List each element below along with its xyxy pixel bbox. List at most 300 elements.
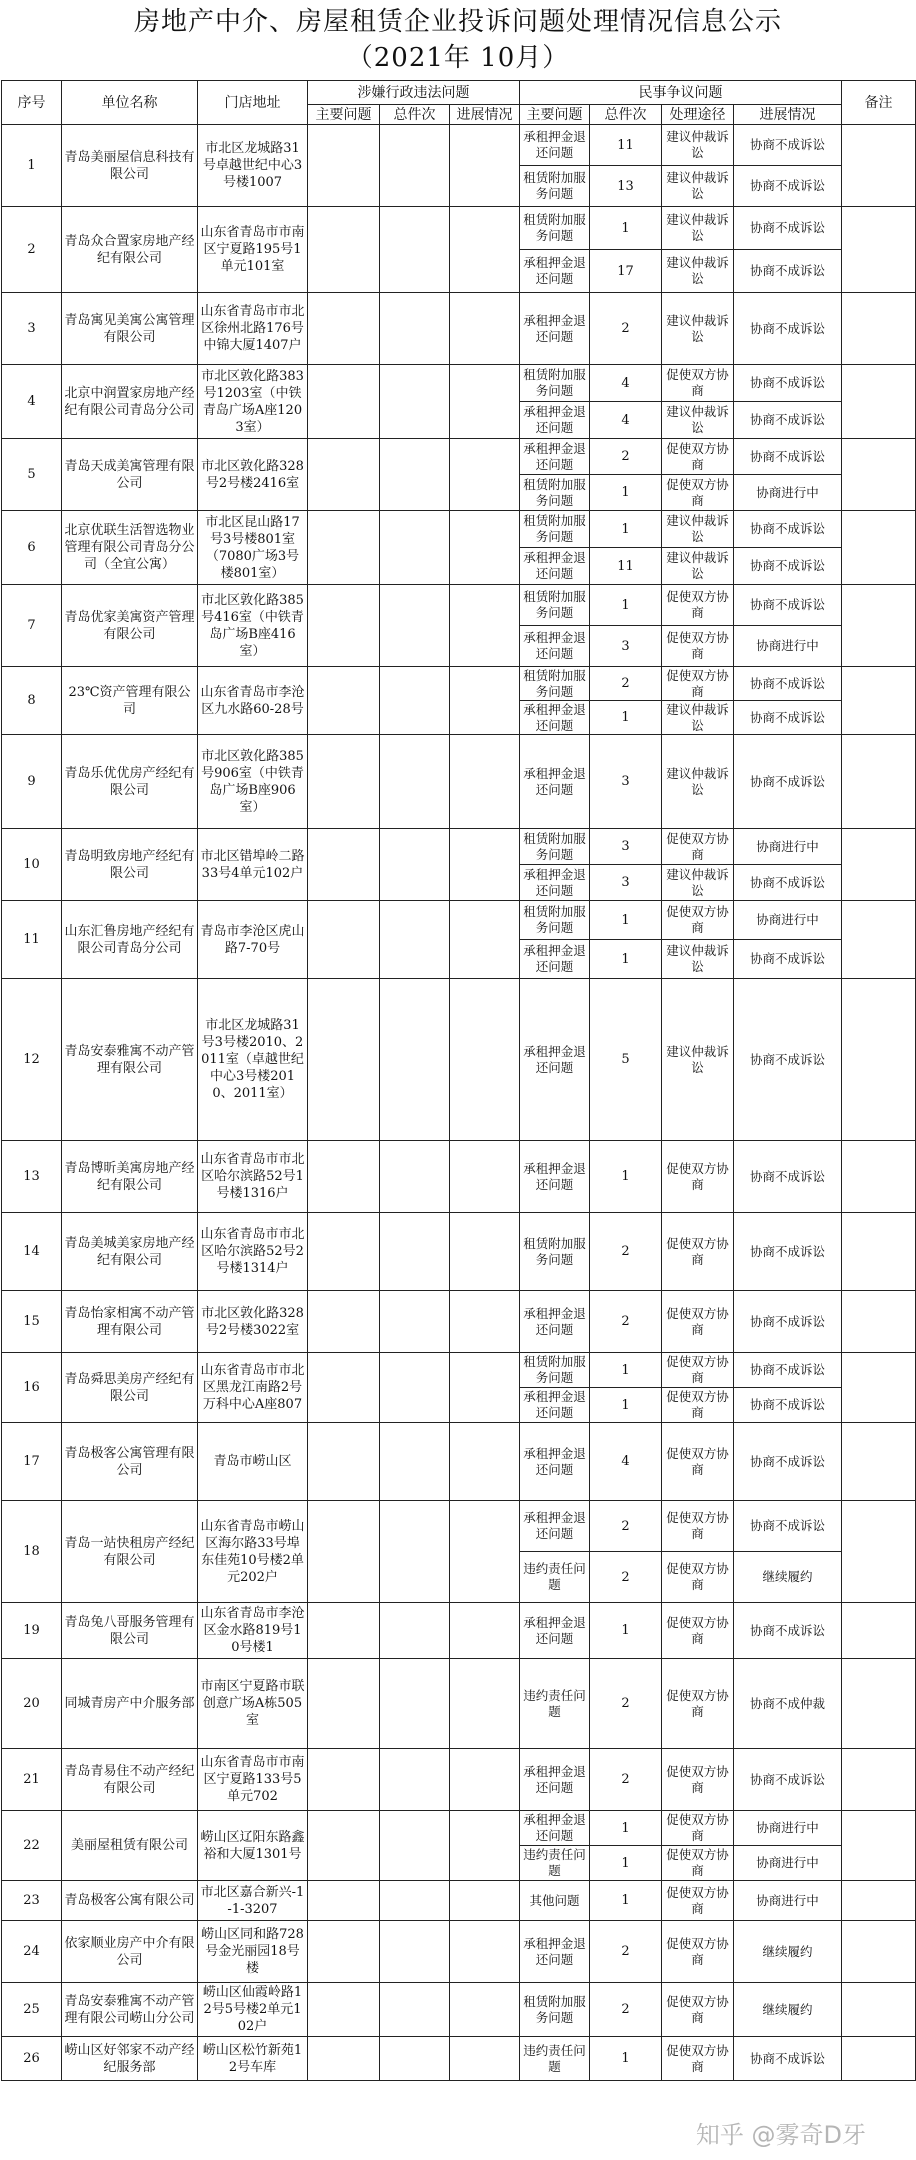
cell-civil-progress: 协商不成诉讼 xyxy=(734,439,842,475)
cell-civil-total: 1 xyxy=(590,1603,662,1659)
cell-admin-progress xyxy=(450,1423,520,1501)
cell-admin-total xyxy=(380,1501,450,1603)
cell-admin-total xyxy=(380,829,450,901)
cell-admin-main-issue xyxy=(308,2037,380,2081)
cell-civil-main-issue: 承租押金退还问题 xyxy=(520,865,590,901)
cell-civil-route: 促使双方协商 xyxy=(662,1921,734,1983)
cell-admin-progress xyxy=(450,901,520,979)
cell-admin-progress xyxy=(450,829,520,901)
cell-seq: 3 xyxy=(2,293,62,365)
cell-admin-progress xyxy=(450,207,520,293)
cell-seq: 25 xyxy=(2,1983,62,2037)
cell-civil-progress: 协商进行中 xyxy=(734,1881,842,1921)
cell-seq: 11 xyxy=(2,901,62,979)
cell-civil-progress: 协商不成诉讼 xyxy=(734,865,842,901)
table-row xyxy=(2,1983,916,2037)
cell-store-address: 山东省青岛市市北区黑龙江南路2号万科中心A座807 xyxy=(198,1353,308,1423)
header-unit: 单位名称 xyxy=(62,81,198,125)
cell-civil-progress: 协商进行中 xyxy=(734,901,842,940)
cell-seq: 17 xyxy=(2,1423,62,1501)
cell-remark xyxy=(842,1659,916,1749)
table-row xyxy=(2,585,916,626)
cell-admin-total xyxy=(380,1921,450,1983)
cell-seq: 6 xyxy=(2,511,62,585)
table-row xyxy=(2,979,916,1141)
cell-unit-name: 山东汇鲁房地产经纪有限公司青岛分公司 xyxy=(62,901,198,979)
cell-seq: 16 xyxy=(2,1353,62,1423)
cell-admin-main-issue xyxy=(308,979,380,1141)
cell-civil-total: 1 xyxy=(590,1388,662,1423)
cell-unit-name: 青岛优家美寓资产管理有限公司 xyxy=(62,585,198,667)
cell-civil-route: 促使双方协商 xyxy=(662,1141,734,1213)
cell-civil-main-issue: 承租押金退还问题 xyxy=(520,735,590,829)
cell-remark xyxy=(842,1983,916,2037)
cell-unit-name: 美丽屋租赁有限公司 xyxy=(62,1811,198,1881)
cell-remark xyxy=(842,293,916,365)
header-admin-group: 涉嫌行政违法问题 xyxy=(308,81,520,105)
cell-civil-progress: 继续履约 xyxy=(734,1921,842,1983)
cell-seq: 7 xyxy=(2,585,62,667)
cell-civil-progress: 继续履约 xyxy=(734,1983,842,2037)
cell-admin-total xyxy=(380,1291,450,1353)
header-admin-total: 总件次 xyxy=(380,105,450,125)
cell-civil-main-issue: 承租押金退还问题 xyxy=(520,125,590,166)
cell-unit-name: 青岛极客公寓管理有限公司 xyxy=(62,1423,198,1501)
header-civil-progress: 进展情况 xyxy=(734,105,842,125)
cell-remark xyxy=(842,207,916,293)
cell-civil-route: 促使双方协商 xyxy=(662,1353,734,1388)
cell-admin-total xyxy=(380,901,450,979)
cell-admin-total xyxy=(380,735,450,829)
cell-unit-name: 青岛极客公寓有限公司 xyxy=(62,1881,198,1921)
cell-store-address: 崂山区辽阳东路鑫裕和大厦1301号 xyxy=(198,1811,308,1881)
document-title xyxy=(0,0,916,80)
cell-unit-name: 崂山区好邻家不动产经纪服务部 xyxy=(62,2037,198,2081)
cell-civil-main-issue: 承租押金退还问题 xyxy=(520,439,590,475)
cell-admin-total xyxy=(380,1213,450,1291)
cell-store-address: 市北区龙城路31号3号楼2010、2011室（卓越世纪中心3号楼2010、2011室） xyxy=(198,979,308,1141)
cell-civil-main-issue: 承租押金退还问题 xyxy=(520,1423,590,1501)
cell-civil-main-issue: 承租押金退还问题 xyxy=(520,1501,590,1552)
cell-unit-name: 青岛一站快租房产经纪有限公司 xyxy=(62,1501,198,1603)
cell-civil-main-issue: 承租押金退还问题 xyxy=(520,1811,590,1846)
table-row xyxy=(2,735,916,829)
cell-civil-progress: 协商不成诉讼 xyxy=(734,1388,842,1423)
cell-civil-main-issue: 承租押金退还问题 xyxy=(520,701,590,735)
cell-civil-total: 1 xyxy=(590,1141,662,1213)
cell-store-address: 市北区敦化路385号906室（中铁青岛广场B座906室） xyxy=(198,735,308,829)
header-civil-total: 总件次 xyxy=(590,105,662,125)
cell-civil-progress: 协商不成诉讼 xyxy=(734,365,842,402)
cell-seq: 23 xyxy=(2,1881,62,1921)
cell-civil-progress: 协商进行中 xyxy=(734,475,842,511)
cell-remark xyxy=(842,2037,916,2081)
cell-civil-total: 2 xyxy=(590,1501,662,1552)
cell-civil-total: 1 xyxy=(590,1846,662,1881)
cell-civil-total: 13 xyxy=(590,166,662,207)
cell-civil-main-issue: 承租押金退还问题 xyxy=(520,979,590,1141)
cell-admin-main-issue xyxy=(308,901,380,979)
cell-store-address: 崂山区仙霞岭路12号5号楼2单元102户 xyxy=(198,1983,308,2037)
cell-store-address: 崂山区同和路728号金光丽园18号楼 xyxy=(198,1921,308,1983)
cell-civil-main-issue: 租赁附加服务问题 xyxy=(520,207,590,250)
table-row xyxy=(2,1291,916,1353)
cell-remark xyxy=(842,1213,916,1291)
cell-civil-progress: 协商不成诉讼 xyxy=(734,2037,842,2081)
cell-admin-main-issue xyxy=(308,1501,380,1603)
cell-civil-progress: 协商不成诉讼 xyxy=(734,1603,842,1659)
title-line-2: （2021年 10月） xyxy=(346,43,570,73)
table-row xyxy=(2,1811,916,1846)
cell-admin-total xyxy=(380,1749,450,1811)
cell-civil-route: 建议仲裁诉讼 xyxy=(662,207,734,250)
cell-remark xyxy=(842,1881,916,1921)
cell-civil-total: 3 xyxy=(590,865,662,901)
cell-civil-route: 建议仲裁诉讼 xyxy=(662,511,734,548)
cell-admin-total xyxy=(380,125,450,207)
header-seq: 序号 xyxy=(2,81,62,125)
cell-civil-progress: 协商不成诉讼 xyxy=(734,293,842,365)
cell-unit-name: 青岛博昕美寓房地产经纪有限公司 xyxy=(62,1141,198,1213)
cell-civil-main-issue: 租赁附加服务问题 xyxy=(520,901,590,940)
cell-remark xyxy=(842,735,916,829)
cell-admin-progress xyxy=(450,1983,520,2037)
cell-civil-total: 2 xyxy=(590,1552,662,1603)
header-remark: 备注 xyxy=(842,81,916,125)
table-row xyxy=(2,1921,916,1983)
cell-civil-progress: 协商不成诉讼 xyxy=(734,511,842,548)
cell-civil-progress: 协商不成诉讼 xyxy=(734,1213,842,1291)
cell-civil-main-issue: 承租押金退还问题 xyxy=(520,548,590,585)
cell-admin-progress xyxy=(450,1921,520,1983)
cell-civil-route: 促使双方协商 xyxy=(662,1846,734,1881)
header-civil-route: 处理途径 xyxy=(662,105,734,125)
cell-civil-main-issue: 租赁附加服务问题 xyxy=(520,829,590,865)
cell-civil-progress: 协商不成诉讼 xyxy=(734,1423,842,1501)
cell-civil-progress: 协商不成诉讼 xyxy=(734,940,842,979)
cell-civil-progress: 协商不成诉讼 xyxy=(734,1291,842,1353)
cell-admin-main-issue xyxy=(308,829,380,901)
cell-civil-main-issue: 违约责任问题 xyxy=(520,2037,590,2081)
cell-remark xyxy=(842,511,916,585)
cell-civil-route: 促使双方协商 xyxy=(662,365,734,402)
cell-remark xyxy=(842,1141,916,1213)
cell-remark xyxy=(842,585,916,667)
cell-unit-name: 北京中润置家房地产经纪有限公司青岛分公司 xyxy=(62,365,198,439)
cell-admin-progress xyxy=(450,365,520,439)
cell-admin-main-issue xyxy=(308,1749,380,1811)
cell-civil-total: 11 xyxy=(590,125,662,166)
cell-remark xyxy=(842,667,916,735)
cell-store-address: 市北区错埠岭二路33号4单元102户 xyxy=(198,829,308,901)
cell-civil-total: 1 xyxy=(590,1811,662,1846)
cell-civil-progress: 协商不成诉讼 xyxy=(734,585,842,626)
cell-unit-name: 青岛安泰雅寓不动产管理有限公司崂山分公司 xyxy=(62,1983,198,2037)
cell-admin-main-issue xyxy=(308,1141,380,1213)
cell-admin-progress xyxy=(450,1881,520,1921)
table-row xyxy=(2,293,916,365)
cell-civil-route: 促使双方协商 xyxy=(662,901,734,940)
cell-admin-progress xyxy=(450,293,520,365)
cell-seq: 9 xyxy=(2,735,62,829)
cell-civil-route: 促使双方协商 xyxy=(662,829,734,865)
cell-civil-route: 建议仲裁诉讼 xyxy=(662,402,734,439)
cell-store-address: 市北区敦化路328号2号楼3022室 xyxy=(198,1291,308,1353)
cell-civil-main-issue: 其他问题 xyxy=(520,1881,590,1921)
cell-civil-main-issue: 承租押金退还问题 xyxy=(520,1141,590,1213)
cell-admin-main-issue xyxy=(308,1291,380,1353)
cell-civil-route: 促使双方协商 xyxy=(662,1749,734,1811)
cell-seq: 4 xyxy=(2,365,62,439)
cell-store-address: 山东省青岛市崂山区海尔路33号埠东佳苑10号楼2单元202户 xyxy=(198,1501,308,1603)
title-line-1: 房地产中介、房屋租赁企业投诉问题处理情况信息公示 xyxy=(133,7,782,37)
cell-unit-name: 青岛美丽屋信息科技有限公司 xyxy=(62,125,198,207)
cell-unit-name: 青岛安泰雅寓不动产管理有限公司 xyxy=(62,979,198,1141)
table-row xyxy=(2,207,916,250)
cell-store-address: 山东省青岛市市南区宁夏路195号1单元101室 xyxy=(198,207,308,293)
cell-unit-name: 青岛怡家相寓不动产管理有限公司 xyxy=(62,1291,198,1353)
cell-civil-main-issue: 租赁附加服务问题 xyxy=(520,166,590,207)
cell-civil-main-issue: 承租押金退还问题 xyxy=(520,626,590,667)
cell-civil-total: 3 xyxy=(590,626,662,667)
cell-admin-main-issue xyxy=(308,365,380,439)
cell-admin-main-issue xyxy=(308,1983,380,2037)
cell-admin-progress xyxy=(450,511,520,585)
cell-civil-route: 建议仲裁诉讼 xyxy=(662,940,734,979)
cell-store-address: 青岛市崂山区 xyxy=(198,1423,308,1501)
cell-admin-progress xyxy=(450,125,520,207)
cell-civil-main-issue: 租赁附加服务问题 xyxy=(520,1983,590,2037)
table-row xyxy=(2,1141,916,1213)
cell-civil-total: 1 xyxy=(590,2037,662,2081)
cell-civil-route: 促使双方协商 xyxy=(662,1501,734,1552)
cell-admin-main-issue xyxy=(308,667,380,735)
cell-civil-progress: 协商不成诉讼 xyxy=(734,207,842,250)
cell-civil-main-issue: 承租押金退还问题 xyxy=(520,1603,590,1659)
cell-remark xyxy=(842,1749,916,1811)
cell-civil-total: 5 xyxy=(590,979,662,1141)
cell-admin-progress xyxy=(450,667,520,735)
cell-unit-name: 依家顺业房产中介有限公司 xyxy=(62,1921,198,1983)
cell-store-address: 山东省青岛市李沧区九水路60-28号 xyxy=(198,667,308,735)
cell-civil-route: 促使双方协商 xyxy=(662,439,734,475)
cell-store-address: 市北区敦化路328号2号楼2416室 xyxy=(198,439,308,511)
cell-store-address: 市北区龙城路31号卓越世纪中心3号楼1007 xyxy=(198,125,308,207)
cell-admin-total xyxy=(380,1603,450,1659)
table-row xyxy=(2,901,916,940)
cell-civil-progress: 协商不成诉讼 xyxy=(734,1749,842,1811)
cell-civil-route: 建议仲裁诉讼 xyxy=(662,125,734,166)
cell-store-address: 市北区嘉合新兴-1-1-3207 xyxy=(198,1881,308,1921)
cell-civil-route: 促使双方协商 xyxy=(662,1603,734,1659)
cell-civil-total: 1 xyxy=(590,901,662,940)
cell-civil-route: 促使双方协商 xyxy=(662,667,734,701)
cell-admin-main-issue xyxy=(308,735,380,829)
watermark: 知乎 @雾奇D牙 xyxy=(695,2121,866,2149)
cell-unit-name: 青岛青易住不动产经纪有限公司 xyxy=(62,1749,198,1811)
cell-admin-main-issue xyxy=(308,1881,380,1921)
cell-civil-route: 建议仲裁诉讼 xyxy=(662,250,734,293)
cell-civil-progress: 协商不成诉讼 xyxy=(734,250,842,293)
cell-admin-total xyxy=(380,511,450,585)
cell-seq: 22 xyxy=(2,1811,62,1881)
cell-seq: 20 xyxy=(2,1659,62,1749)
cell-civil-progress: 协商不成诉讼 xyxy=(734,667,842,701)
cell-civil-route: 建议仲裁诉讼 xyxy=(662,735,734,829)
cell-seq: 10 xyxy=(2,829,62,901)
cell-store-address: 山东省青岛市市南区宁夏路133号5单元702 xyxy=(198,1749,308,1811)
cell-admin-main-issue xyxy=(308,585,380,667)
cell-civil-progress: 协商不成诉讼 xyxy=(734,166,842,207)
cell-civil-total: 1 xyxy=(590,940,662,979)
cell-admin-progress xyxy=(450,1659,520,1749)
cell-store-address: 市北区敦化路383号1203室（中铁青岛广场A座1203室） xyxy=(198,365,308,439)
cell-remark xyxy=(842,1291,916,1353)
cell-civil-total: 1 xyxy=(590,511,662,548)
cell-civil-total: 3 xyxy=(590,829,662,865)
cell-admin-total xyxy=(380,667,450,735)
cell-civil-main-issue: 违约责任问题 xyxy=(520,1846,590,1881)
cell-civil-main-issue: 租赁附加服务问题 xyxy=(520,1213,590,1291)
cell-civil-progress: 协商不成诉讼 xyxy=(734,125,842,166)
cell-civil-progress: 协商不成诉讼 xyxy=(734,1141,842,1213)
cell-civil-main-issue: 承租押金退还问题 xyxy=(520,1388,590,1423)
cell-civil-progress: 协商不成诉讼 xyxy=(734,402,842,439)
cell-civil-main-issue: 租赁附加服务问题 xyxy=(520,1353,590,1388)
cell-civil-main-issue: 租赁附加服务问题 xyxy=(520,511,590,548)
cell-admin-main-issue xyxy=(308,1811,380,1881)
cell-civil-progress: 协商不成诉讼 xyxy=(734,735,842,829)
table-row xyxy=(2,1881,916,1921)
cell-civil-route: 促使双方协商 xyxy=(662,2037,734,2081)
cell-admin-progress xyxy=(450,1501,520,1603)
cell-remark xyxy=(842,125,916,207)
cell-unit-name: 同城青房产中介服务部 xyxy=(62,1659,198,1749)
cell-unit-name: 青岛舜思美房产经纪有限公司 xyxy=(62,1353,198,1423)
cell-civil-route: 建议仲裁诉讼 xyxy=(662,865,734,901)
cell-civil-total: 4 xyxy=(590,402,662,439)
cell-seq: 2 xyxy=(2,207,62,293)
cell-admin-main-issue xyxy=(308,1423,380,1501)
cell-seq: 12 xyxy=(2,979,62,1141)
cell-civil-progress: 协商不成诉讼 xyxy=(734,548,842,585)
cell-admin-total xyxy=(380,1983,450,2037)
header-addr: 门店地址 xyxy=(198,81,308,125)
table-body xyxy=(2,125,916,2081)
cell-remark xyxy=(842,979,916,1141)
cell-unit-name: 青岛乐优优房产经纪有限公司 xyxy=(62,735,198,829)
cell-civil-route: 促使双方协商 xyxy=(662,1423,734,1501)
cell-civil-total: 2 xyxy=(590,1749,662,1811)
cell-seq: 26 xyxy=(2,2037,62,2081)
cell-admin-main-issue xyxy=(308,511,380,585)
cell-civil-main-issue: 违约责任问题 xyxy=(520,1659,590,1749)
cell-civil-route: 促使双方协商 xyxy=(662,1213,734,1291)
cell-seq: 21 xyxy=(2,1749,62,1811)
cell-civil-total: 1 xyxy=(590,585,662,626)
cell-civil-main-issue: 承租押金退还问题 xyxy=(520,1291,590,1353)
cell-admin-progress xyxy=(450,2037,520,2081)
cell-unit-name: 青岛兔八哥服务管理有限公司 xyxy=(62,1603,198,1659)
cell-remark xyxy=(842,1921,916,1983)
cell-seq: 1 xyxy=(2,125,62,207)
cell-unit-name: 青岛天成美寓管理有限公司 xyxy=(62,439,198,511)
cell-remark xyxy=(842,901,916,979)
cell-unit-name: 青岛众合置家房地产经纪有限公司 xyxy=(62,207,198,293)
cell-unit-name: 23℃资产管理有限公司 xyxy=(62,667,198,735)
cell-civil-progress: 协商进行中 xyxy=(734,829,842,865)
cell-civil-progress: 协商进行中 xyxy=(734,626,842,667)
cell-store-address: 市北区敦化路385号416室（中铁青岛广场B座416室） xyxy=(198,585,308,667)
cell-civil-route: 促使双方协商 xyxy=(662,585,734,626)
cell-civil-progress: 协商进行中 xyxy=(734,1846,842,1881)
cell-admin-progress xyxy=(450,1353,520,1423)
cell-civil-total: 1 xyxy=(590,207,662,250)
table-row xyxy=(2,1659,916,1749)
cell-civil-total: 2 xyxy=(590,439,662,475)
cell-admin-main-issue xyxy=(308,1921,380,1983)
cell-store-address: 山东省青岛市市北区徐州北路176号中锦大厦1407户 xyxy=(198,293,308,365)
cell-civil-total: 2 xyxy=(590,1983,662,2037)
cell-civil-route: 促使双方协商 xyxy=(662,1388,734,1423)
cell-remark xyxy=(842,1501,916,1603)
cell-civil-route: 促使双方协商 xyxy=(662,1881,734,1921)
cell-civil-main-issue: 租赁附加服务问题 xyxy=(520,365,590,402)
cell-store-address: 山东省青岛市李沧区金水路819号10号楼1 xyxy=(198,1603,308,1659)
cell-civil-total: 1 xyxy=(590,701,662,735)
cell-admin-progress xyxy=(450,735,520,829)
cell-admin-total xyxy=(380,1659,450,1749)
cell-admin-total xyxy=(380,1811,450,1881)
cell-civil-route: 建议仲裁诉讼 xyxy=(662,548,734,585)
header-admin-main-issue: 主要问题 xyxy=(308,105,380,125)
cell-store-address: 青岛市李沧区虎山路7-70号 xyxy=(198,901,308,979)
cell-store-address: 崂山区松竹新苑12号车库 xyxy=(198,2037,308,2081)
cell-civil-main-issue: 违约责任问题 xyxy=(520,1552,590,1603)
table-row xyxy=(2,1749,916,1811)
cell-civil-main-issue: 承租押金退还问题 xyxy=(520,940,590,979)
cell-remark xyxy=(842,829,916,901)
table-row xyxy=(2,1423,916,1501)
cell-civil-progress: 协商不成仲裁 xyxy=(734,1659,842,1749)
cell-admin-progress xyxy=(450,1141,520,1213)
cell-civil-total: 2 xyxy=(590,667,662,701)
cell-civil-route: 建议仲裁诉讼 xyxy=(662,979,734,1141)
cell-remark xyxy=(842,1423,916,1501)
cell-store-address: 市北区昆山路17号3号楼801室（7080广场3号楼801室） xyxy=(198,511,308,585)
cell-store-address: 山东省青岛市市北区哈尔滨路52号2号楼1314户 xyxy=(198,1213,308,1291)
table-row xyxy=(2,511,916,548)
cell-seq: 8 xyxy=(2,667,62,735)
cell-admin-main-issue xyxy=(308,1353,380,1423)
table-row xyxy=(2,1213,916,1291)
cell-admin-total xyxy=(380,365,450,439)
cell-admin-total xyxy=(380,979,450,1141)
cell-civil-progress: 协商不成诉讼 xyxy=(734,1353,842,1388)
table-row xyxy=(2,125,916,166)
cell-civil-main-issue: 租赁附加服务问题 xyxy=(520,667,590,701)
cell-civil-total: 2 xyxy=(590,1921,662,1983)
cell-civil-progress: 继续履约 xyxy=(734,1552,842,1603)
cell-remark xyxy=(842,1603,916,1659)
cell-admin-progress xyxy=(450,979,520,1141)
complaint-table xyxy=(1,80,916,2081)
cell-civil-main-issue: 承租押金退还问题 xyxy=(520,402,590,439)
cell-admin-progress xyxy=(450,439,520,511)
cell-unit-name: 北京优联生活智选物业管理有限公司青岛分公司（全宜公寓） xyxy=(62,511,198,585)
cell-civil-total: 1 xyxy=(590,475,662,511)
cell-civil-total: 1 xyxy=(590,1353,662,1388)
